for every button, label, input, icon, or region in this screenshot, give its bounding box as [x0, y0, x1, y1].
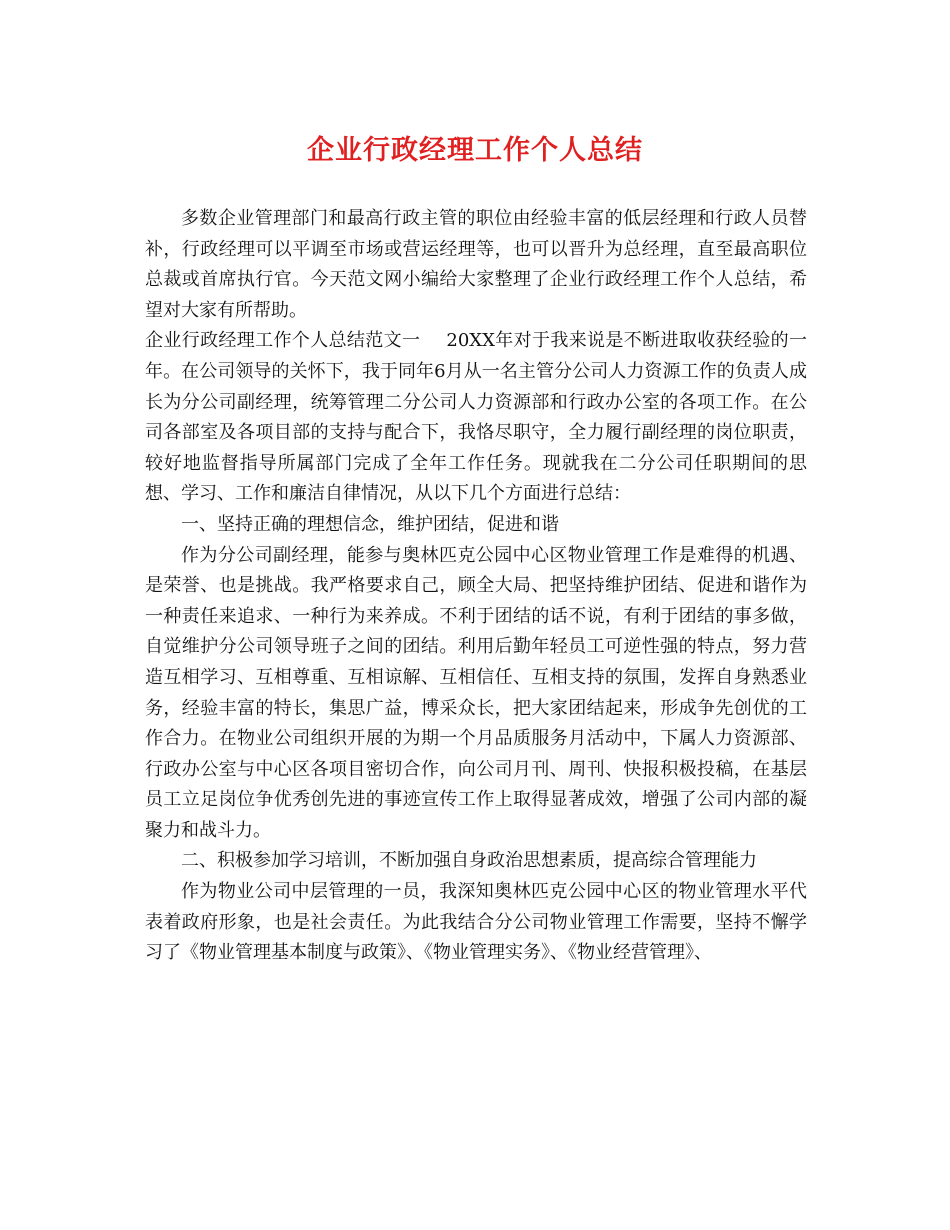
section-heading-1: 一、坚持正确的理想信念，维护团结，促进和谐	[181, 513, 559, 535]
document-body	[145, 204, 807, 969]
sample-opening-text: 20XX年对于我来说是不断进取收获经验的一年。在公司领导的关怀下，我于同年6月从一名主管分公司人力资源工作的负责人成长为分公司副经理，统筹管理二分公司人力资源部和行政办公室的各项工作。在公司各部室及各项目部的支持与配合下，我恪尽职守，全力履行副经理的岗位职责，较好地监督指导所属部门完成了全年工作任务。现就我在二分公司任职期间的思想、学习、工作和廉洁自律情况，从以下几个方面进行总结：	[145, 330, 807, 505]
section-paragraph-1: 作为分公司副经理，能参与奥林匹克公园中心区物业管理工作是难得的机遇、是荣誉、也是挑战。我严格要求自己，顾全大局、把坚持维护团结、促进和谐作为一种责任来追求、一种行为来养成。不利于团结的话不说，有利于团结的事多做，自觉维护分公司领导班子之间的团结。利用后勤年轻员工可逆性强的特点，努力营造互相学习、互相尊重、互相谅解、互相信任、互相支持的氛围，发挥自身熟悉业务，经验丰富的特长，集思广益，博采众长，把大家团结起来，形成争先创优的工作合力。在物业公司组织开展的为期一个月品质服务月活动中，下属人力资源部、行政办公室与中心区各项目密切合作，向公司月刊、周刊、快报积极投稿，在基层员工立足岗位争优秀创先进的事迹宣传工作上取得显著成效，增强了公司内部的凝聚力和战斗力。	[145, 544, 807, 841]
section-paragraph-2: 作为物业公司中层管理的一员，我深知奥林匹克公园中心区的物业管理水平代表着政府形象，也是社会责任。为此我结合分公司物业管理工作需要，坚持不懈学习了《物业管理基本制度与政策》、《物业管理实务》、《物业经营管理》、	[145, 881, 807, 964]
intro-paragraph: 多数企业管理部门和最高行政主管的职位由经验丰富的低层经理和行政人员替补，行政经理可以平调至市场或营运经理等，也可以晋升为总经理，直至最高职位总裁或首席执行官。今天范文网小编给大家整理了企业行政经理工作个人总结，希望对大家有所帮助。	[145, 208, 807, 321]
section-heading-2: 二、积极参加学习培训，不断加强自身政治思想素质，提高综合管理能力	[181, 850, 757, 872]
sample-label: 企业行政经理工作个人总结范文一	[145, 330, 421, 352]
document-title: 企业行政经理工作个人总结	[307, 135, 643, 166]
sample-paragraph	[145, 326, 807, 510]
